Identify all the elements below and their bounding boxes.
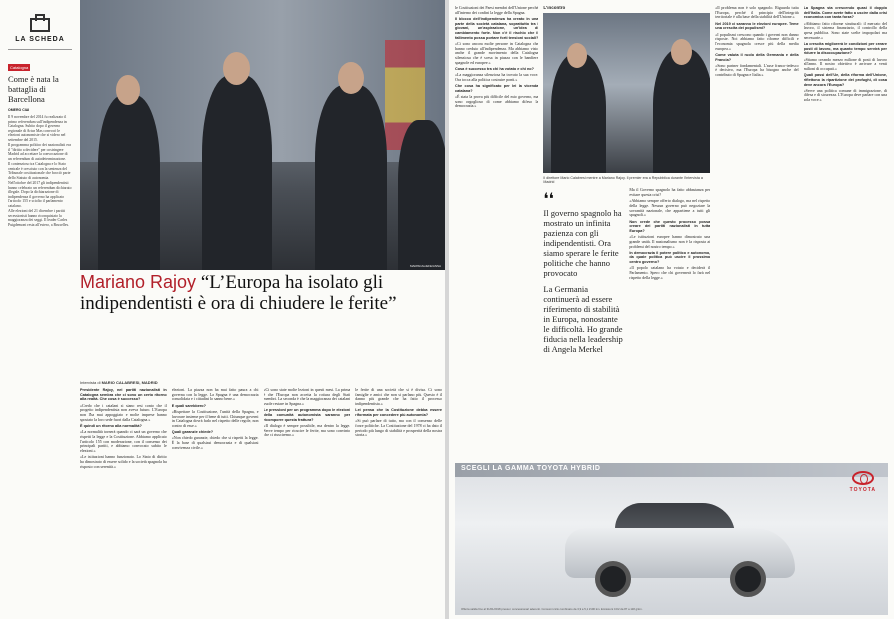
section-title: LA SCHEDA	[15, 36, 65, 43]
answer: «Il problema non è solo spagnolo. Riguarda tutta l'Europa, perché il principio dell'integrità territoriale è alla base della stabilità dell'Unione.»	[715, 6, 799, 20]
brand-name: TOYOTA	[849, 487, 876, 493]
folder-icon	[30, 18, 50, 32]
toyota-logo-icon	[852, 471, 874, 485]
question: Come valuta il ruolo della Germania e della Francia?	[715, 52, 799, 62]
answer: «Rispettare la Costituzione, l'unità della Spagna, e lavorare insieme per il bene di tutti. Chiunque governi in Catalogna dovrà farlo nel rispetto delle regole, non contro di esse.»	[171, 408, 259, 428]
photo-caption: Il direttore Mario Calabresi mentre a Mariano Rajoy. Il premier era a Repubblica durante l'intervista a Madrid	[543, 175, 703, 184]
answer: le ferite di una società che si è divisa. Ci sono famiglie e amici che non si parlano più. Questo è il danno più grande che ha fatto il processo indipendentista.»	[355, 388, 442, 407]
toyota-advert[interactable]	[455, 463, 888, 615]
answer: «La normalità tornerà quando ci sarà un governo che rispetti la legge e la Costituzione. Abbiamo applicato l'articolo 155 con moderazione, con il consenso dei principali partiti, e abbiamo convocato subito le elezioni.»	[80, 429, 167, 453]
interviewee-name: Mariano Rajoy	[80, 272, 197, 292]
headline-quote: “L’Europa ha isolato gli indipendentisti è ora di chiudere le ferite”	[80, 272, 397, 314]
person-figure	[98, 95, 160, 270]
question: Nel 2019 ci saranno le elezioni europee. Teme una crescita dei populismi?	[715, 21, 799, 31]
article-columns	[80, 388, 442, 616]
wheel-icon	[595, 561, 631, 597]
question: Quali passi dell'Ue, della riforma dell'Unione, riflettono la ripartizione dei profughi, di cosa deve ancora l'Europa?	[803, 73, 888, 87]
photo-credit: MARISCAL/EFE/ANSA	[409, 264, 441, 268]
article-headline	[80, 272, 440, 314]
interview-photo	[543, 13, 710, 173]
answer: «Abbiamo fatto riforme strutturali: il mercato del lavoro, il sistema finanziario, il controllo della spesa pubblica. Sono state scelte impopolari ma necessarie.»	[803, 20, 888, 40]
person-figure	[551, 53, 606, 173]
article-column	[629, 188, 710, 360]
person-figure	[653, 48, 710, 173]
main-photo	[80, 0, 445, 270]
sidebar-body	[8, 115, 72, 227]
sidebar-paragraph: Il 9 novembre del 2014 fu realizzato il primo referendum sull'indipendenza in Catalogna. Subito dopo il governo regionale di Artur Mas convocò le elezioni autonomiste che si videro nel settembre del 2015.	[8, 115, 67, 142]
pull-quote-column	[543, 188, 624, 360]
article-column	[715, 6, 798, 460]
article-column	[264, 388, 351, 616]
scheda-logo	[8, 18, 72, 43]
category-tag: Catalogna	[10, 65, 29, 70]
wheel-icon	[730, 561, 766, 597]
person-figure	[315, 85, 387, 270]
answer: «Il dialogo è sempre possibile, ma dentro la legge. Serve tempo per ricucire le ferite, ma sono convinto che ci riusciremo.»	[263, 422, 351, 438]
answer: «I populismi crescono quando i governi non danno risposte. Noi abbiamo fatto riforme difficili e l'economia spagnola cresce più della media europea.»	[715, 31, 799, 51]
left-page	[0, 0, 445, 619]
center-sub-columns	[543, 188, 710, 360]
answer: «Ci sono state molte lezioni in questi mesi. La prima è che l'Europa non accetta la rottura degli Stati membri. La seconda è che la maggioranza dei catalani vuole restare in Spagna.»	[263, 388, 351, 407]
question: E quali sarebbero?	[171, 403, 206, 408]
person-head	[223, 52, 250, 85]
answer: «Serve una politica comune di immigrazione, di difesa e di sicurezza. L'Europa deve parlare con una sola voce.»	[803, 87, 888, 103]
quote-mark-icon: ❛❛	[543, 191, 554, 209]
ad-slogan: SCEGLI LA GAMMA TOYOTA HYBRID	[461, 465, 601, 472]
person-head	[116, 75, 140, 105]
center-panel	[543, 6, 710, 460]
answer: le Costituzioni dei Paesi membri dell'Unione perché all'interno dei confini la legge della Spagna.	[455, 6, 539, 15]
person-figure	[202, 75, 272, 270]
answer: «Le istituzioni hanno funzionato. Lo Stato di diritto ha dimostrato di essere solido e la società spagnola ha risposto con serenità.»	[80, 454, 167, 469]
answer: «Le istituzioni europee hanno dimostrato una grande unità. Il nazionalismo non è la risposta ai problemi del nostro tempo.»	[629, 234, 711, 249]
right-columns	[455, 6, 887, 460]
article-column	[355, 388, 442, 616]
answer: «Ci sono ancora molte persone in Catalogna che hanno creduto all'indipendenza. Ma abbiamo visto anche il grande movimento della Catalogna silenziosa che è scesa in piazza con le bandiere spagnole ed europee.»	[455, 40, 539, 65]
answer: Ma il Governo spagnolo ha fatto abbastanza per evitare questa crisi?	[629, 187, 711, 197]
car-image	[565, 503, 795, 593]
toyota-logo	[850, 471, 876, 493]
ad-fine-print: Offerta valida fino al 31/01/2018 presso i concessionari aderenti. Consumi ciclo combinato da 3,9 a 5,1 l/100 km. Emissioni CO2 da 87 a 118 g/km.	[461, 606, 643, 611]
sidebar-paragraph: Nell'ottobre del 2017 gli indipendentisti hanno celebrato un referendum dichiarato illegale. Dopo la dichiarazione di indipendenza il governo ha applicato l'articolo 155 e sciolto il parlamento catalano.	[8, 181, 72, 208]
sidebar-headline: Come è nata la battaglia di Barcellona	[8, 74, 59, 104]
question: Lei pensa che la Costituzione debba essere riformata per concedere più autonomia?	[355, 408, 442, 418]
divider	[8, 49, 72, 50]
pull-quote-text: Il governo spagnolo ha mostrato un infinita pazienza con gli indipendentisti. Ora siamo sperare le ferite politiche che hanno provocato	[543, 208, 622, 279]
question: Le pressioni per un programma dopo le elezioni della comunità autonomista saranno per ricomporre questa frattura?	[263, 408, 351, 422]
person-head	[338, 62, 364, 94]
sidebar	[8, 8, 72, 612]
answer: «Il popolo catalano ha votato e deciderà il Parlamento. Spero che chi governerà lo farà nel rispetto della legge.»	[629, 265, 711, 280]
pull-quote	[543, 191, 624, 279]
interview-tag: L'incontro	[543, 6, 566, 10]
answer: elezioni. La piazza non ha mai fatto paura a chi governa con la legge. La Spagna è una democrazia consolidata e i cittadini lo sanno bene.»	[171, 388, 259, 402]
answer: «Stiamo creando mezzo milione di posti di lavoro all'anno. Il nostro obiettivo è arrivare a venti milioni di occupati.»	[803, 56, 888, 71]
question: Cosa è successo tra chi ha votato e chi no?	[455, 66, 534, 71]
sidebar-byline: OMERO CIAI	[8, 108, 30, 112]
question: In democrazia il potere politico e autonomo, da quale politica può uscire il prossimo centro governo?	[629, 250, 711, 265]
pull-quote	[543, 284, 624, 354]
right-page	[449, 0, 894, 619]
sidebar-paragraph: Il programma politico dei nazionalisti era il "diritto a decidere" per costringere Madrid ad accettare la convocazione di un referendum di autodeterminazione.	[8, 143, 71, 161]
person-figure	[398, 120, 445, 270]
answer: «Non chiedo garanzie, chiedo che si rispetti la legge. È la base di qualsiasi democrazia e di qualsiasi convivenza civile.»	[171, 435, 259, 450]
answer: «La maggioranza silenziosa ha trovato la sua voce. Ora tocca alla politica costruire ponti.»	[455, 72, 539, 82]
question: Presidente Rajoy, nei partiti nazionalisti in Catalogna sembra che ci sono un certo ritorno alla realtà. Che cosa è successo?	[80, 388, 167, 402]
article-column	[804, 6, 887, 460]
article-column	[172, 388, 259, 616]
sidebar-paragraph: Il contenzioso tra Catalogna e lo Stato centrale è cresciuto con la sentenza del Tribunale costituzionale che bocciò parte dello Statuto di autonomia.	[8, 162, 71, 180]
question: Che cosa ha significato per lei la vicenda catalana?	[455, 84, 539, 93]
credit-label: Intervista di	[80, 380, 101, 385]
question: Non crede che questo processo possa creare dei partiti nazionalisti in tutta Europa?	[629, 219, 711, 233]
question: La crescita migliorerà le condizioni per creare posti di lavoro, ma quanto tempo servirà per ridurre la disoccupazione?	[803, 41, 888, 56]
article-column	[455, 6, 538, 460]
credit-author: MARIO CALABRESI, MADRID	[101, 380, 158, 385]
headline-block	[80, 272, 440, 314]
article-credit	[80, 380, 158, 385]
question: La Spagna sta crescendo quasi il doppio dell'Italia. Come avete fatto a uscire dalla crisi economica con tanta forza?	[803, 6, 888, 20]
question: Quali garanzie chiede?	[171, 430, 214, 435]
pull-quote-text: La Germania continuerà ad essere riferimento di stabilità in Europa, nonostante le difficoltà. Ho grande fiducia nella leadership di Angela Merkel	[543, 284, 623, 355]
answer: «Credo che i catalani si siano resi conto che il progetto indipendentista non aveva futuro. L'Europa non l'ha mai appoggiato e molte imprese hanno spostato la loro sede fuori dalla Catalogna.»	[80, 402, 167, 422]
answer: «Sono partner fondamentali. L'asse franco-tedesco è decisivo, ma l'Europa ha bisogno anche del contributo di Spagna e Italia.»	[715, 62, 799, 78]
answer: «È stata la prova più difficile del mio governo, ma sono orgoglioso di come abbiamo difeso la democrazia.»	[455, 93, 539, 109]
article-column	[80, 388, 167, 616]
question: Il blocco dell'indipendenza ha creato in una parte della società catalana, soprattutto tra i giovani, un'aspirazione, un'idea di cambiamento forte. Non c'è il rischio che il fallimento possa portare forti tensioni sociali?	[455, 16, 539, 40]
sidebar-paragraph: Alle elezioni del 21 dicembre i partiti secessionisti hanno riconquistato la maggioranza dei seggi. Il leader Carles Puigdemont resta all'estero, a Bruxelles.	[8, 209, 69, 227]
answer: «Abbiamo sempre offerto dialogo, ma nel rispetto della legge. Nessun governo può negoziare la sovranità nazionale, che appartiene a tutti gli spagnoli.»	[629, 198, 711, 218]
question: È quindi un ritorno alla normalità?	[80, 423, 142, 428]
answer: «Si può parlare di tutto, ma con il consenso delle forze politiche. La Costituzione del 1978 ci ha dato il periodo più lungo di stabilità e prosperità della nostra storia.»	[355, 418, 442, 438]
